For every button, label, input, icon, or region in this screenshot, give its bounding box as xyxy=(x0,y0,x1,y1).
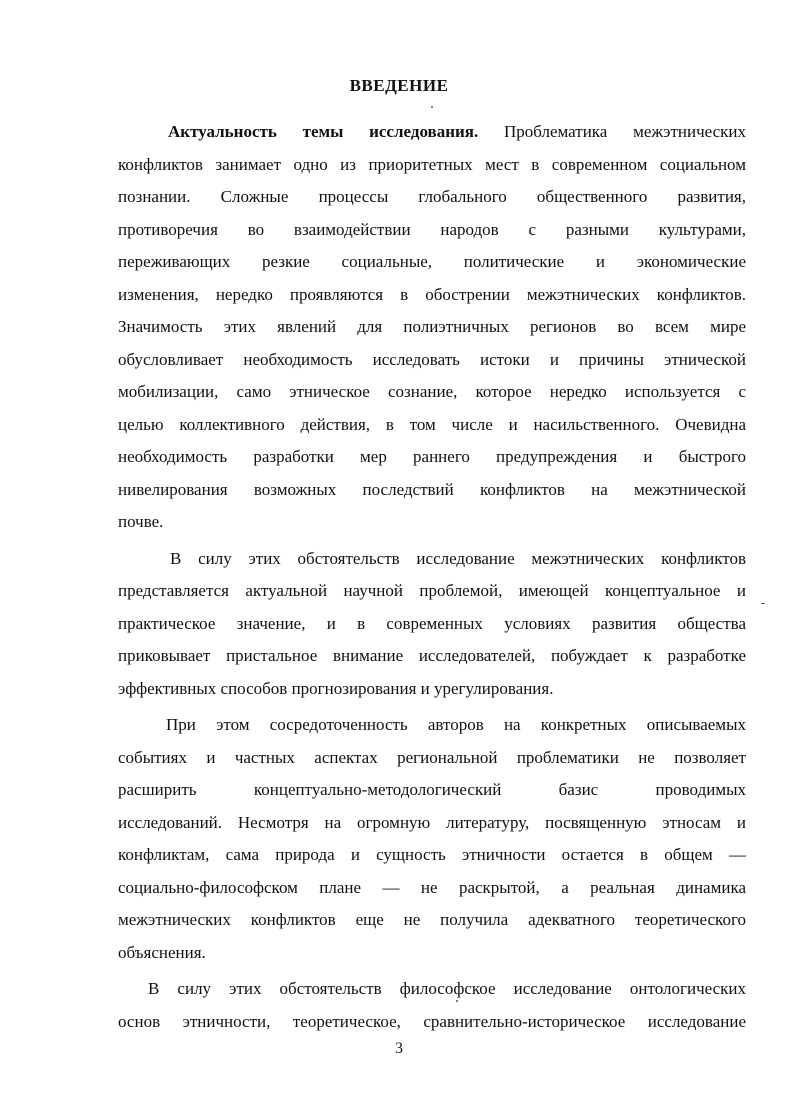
scan-speck xyxy=(431,106,433,108)
paragraph-line: мобилизации, само этническое сознание, которое нередко используется с xyxy=(118,382,746,401)
paragraph-line: расширить концептуально-методологический базис проводимых xyxy=(118,780,746,799)
scan-speck xyxy=(761,603,765,604)
paragraph-line: обусловливает необходимость исследовать истоки и причины этнической xyxy=(118,349,746,369)
paragraph-line: нивелирования возможных последствий конфликтов на межэтнической xyxy=(118,479,746,499)
page-number: 3 xyxy=(395,1040,403,1057)
paragraph-line: необходимость разработки мер раннего предупреждения и быстрого xyxy=(118,447,746,466)
paragraph-line: событиях и частных аспектах региональной проблематики не позволяет xyxy=(118,747,746,767)
paragraph-line: Значимость этих явлений для полиэтничных регионов во всем мире xyxy=(118,317,746,336)
relevance-heading: Актуальность темы исследования. xyxy=(168,122,479,141)
document-body xyxy=(118,116,746,1038)
paragraph-line: При этом сосредоточенность авторов на конкретных описываемых xyxy=(166,715,746,734)
paragraph-line: межэтнических конфликтов еще не получила адекватного теоретического xyxy=(118,910,746,929)
paragraph-line: эффективных способов прогнозирования и урегулирования. xyxy=(118,678,554,698)
paragraph-ontology xyxy=(118,973,746,1038)
paragraph-line: почве. xyxy=(118,512,164,531)
paragraph-line: социально-философском плане — не раскрытой, а реальная динамика xyxy=(118,877,746,897)
paragraph-line: конфликтам, сама природа и сущность этничности остается в общем — xyxy=(118,845,746,864)
paragraph-line: В силу этих обстоятельств исследование межэтнических конфликтов xyxy=(170,548,746,568)
paragraph-line: познании. Сложные процессы глобального общественного развития, xyxy=(118,187,746,206)
paragraph-line: представляется актуальной научной проблемой, имеющей концептуальное и xyxy=(118,581,746,600)
paragraph-line: практическое значение, и в современных условиях развития общества xyxy=(118,613,746,633)
paragraph-circumstances xyxy=(118,543,746,706)
paragraph-line: противоречия во взаимодействии народов с разными культурами, xyxy=(118,219,746,239)
scan-speck xyxy=(456,1000,458,1002)
paragraph-line: изменения, нередко проявляются в обострении межэтнических конфликтов. xyxy=(118,284,746,304)
line-text: Проблематика межэтнических xyxy=(478,122,746,141)
paragraph-line: исследований. Несмотря на огромную литературу, посвященную этносам и xyxy=(118,812,746,832)
paragraph-line: переживающих резкие социальные, политические и экономические xyxy=(118,252,746,271)
paragraph-line: объяснения. xyxy=(118,942,206,962)
paragraph-line: основ этничности, теоретическое, сравнительно-историческое исследование xyxy=(118,1011,746,1031)
paragraph-line xyxy=(118,116,746,149)
paragraph-line: целью коллективного действия, в том числе и насильственного. Очевидна xyxy=(118,414,746,434)
paragraph-relevance xyxy=(118,116,746,539)
page-title: ВВЕДЕНИЕ xyxy=(349,76,449,95)
paragraph-focus xyxy=(118,709,746,969)
paragraph-line: В силу этих обстоятельств философское исследование онтологических xyxy=(148,979,746,998)
paragraph-line: конфликтов занимает одно из приоритетных мест в современном социальном xyxy=(118,154,746,174)
paragraph-line: приковывает пристальное внимание исследователей, побуждает к разработке xyxy=(118,646,746,665)
